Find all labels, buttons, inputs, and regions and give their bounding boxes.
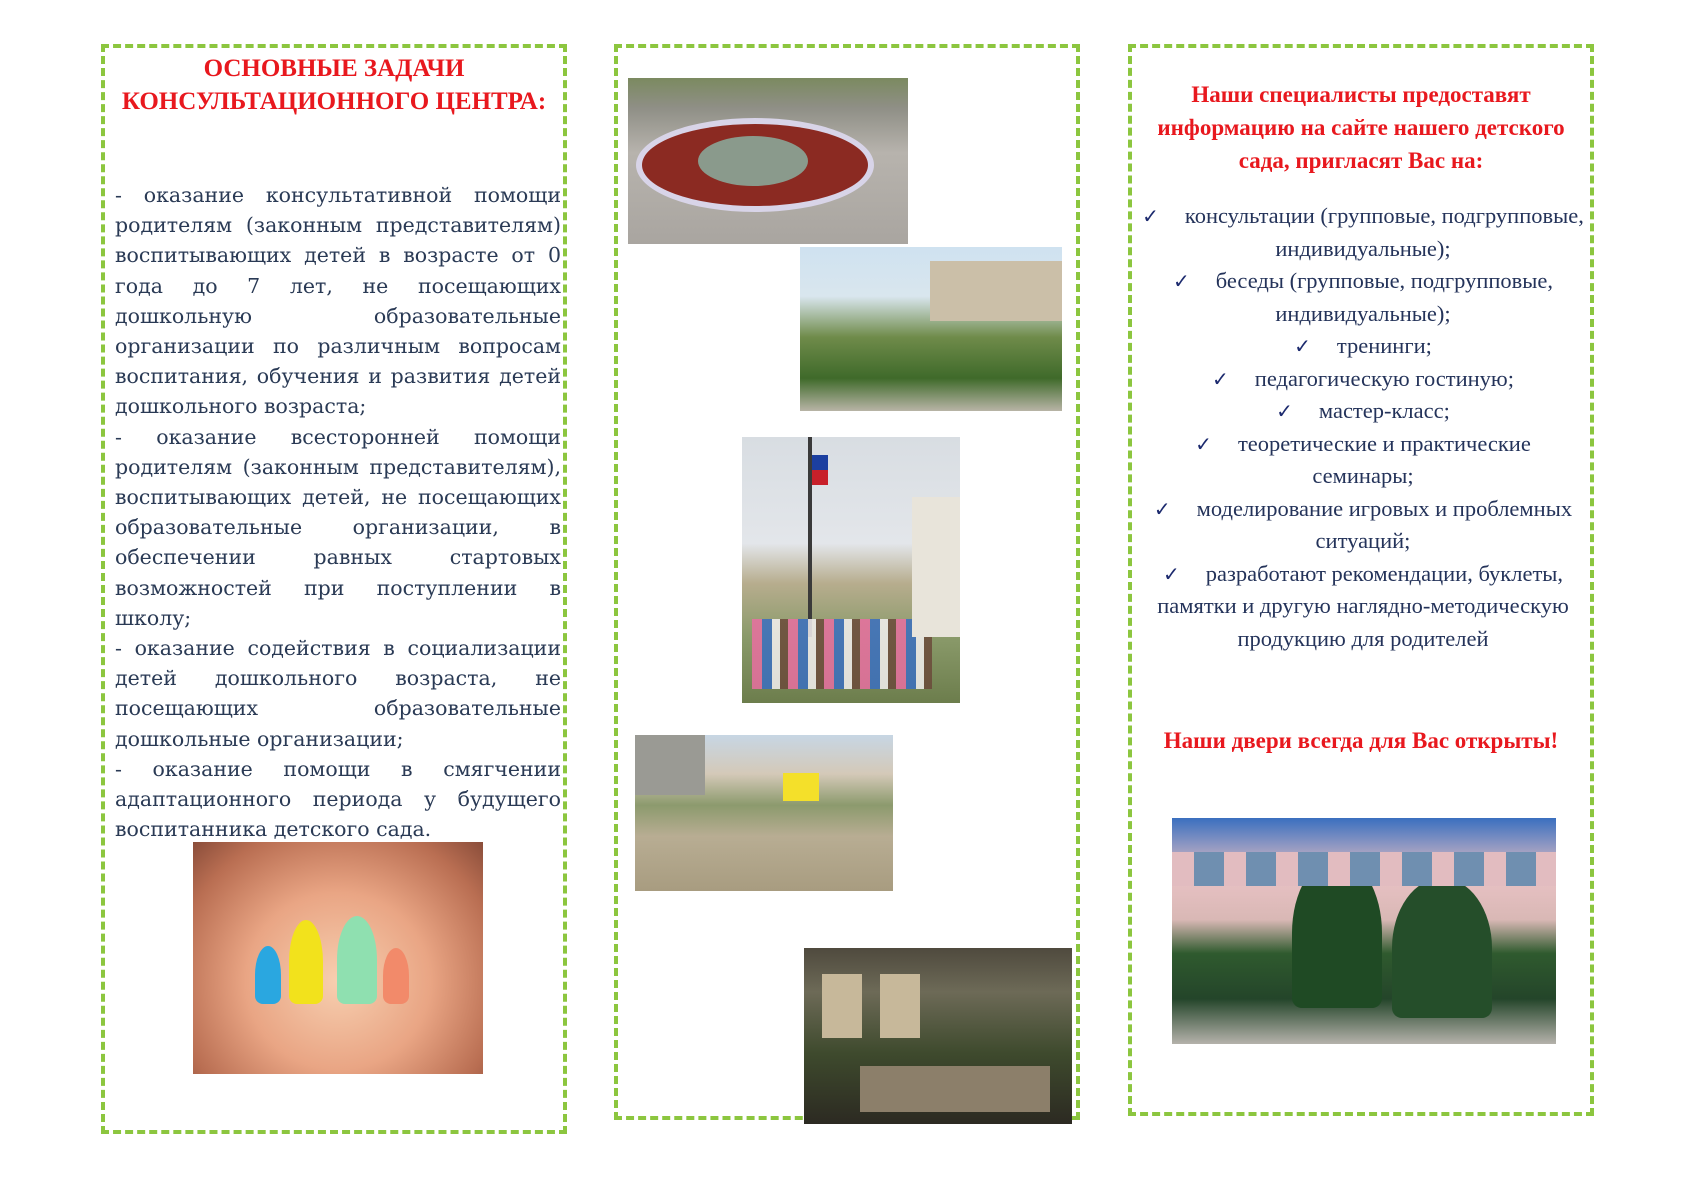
carpet-shape bbox=[860, 1066, 1050, 1112]
service-label: разработают рекомендации, буклеты, памятки и другую наглядно-методическую продукцию для родителей bbox=[1157, 560, 1569, 651]
paper-figure-yellow bbox=[289, 920, 323, 1004]
checkmark-icon: ✓ bbox=[1294, 334, 1311, 358]
paper-figure-blue bbox=[255, 946, 281, 1004]
window-shape bbox=[822, 974, 862, 1038]
music-hall-photo bbox=[804, 948, 1072, 1124]
flowerbed-center bbox=[698, 136, 808, 186]
tasks-list bbox=[115, 180, 561, 844]
building-shape bbox=[635, 735, 705, 795]
service-item bbox=[1142, 265, 1584, 330]
service-item bbox=[1142, 558, 1584, 656]
service-label: консультации (групповые, подгрупповые, индивидуальные); bbox=[1184, 203, 1584, 261]
panel-right bbox=[1128, 44, 1594, 1116]
services-list bbox=[1142, 200, 1584, 655]
service-item bbox=[1142, 200, 1584, 265]
flowerbed-photo bbox=[628, 78, 908, 244]
panel-middle bbox=[614, 44, 1080, 1120]
task-item: - оказание содействия в социализации детей дошкольного возраста, не посещающих образовательные дошкольные организации; bbox=[115, 636, 561, 751]
checkmark-icon: ✓ bbox=[1276, 399, 1293, 423]
service-item bbox=[1142, 363, 1584, 396]
checkmark-icon: ✓ bbox=[1195, 431, 1212, 456]
children-group bbox=[752, 619, 932, 689]
building-shape bbox=[930, 261, 1062, 321]
flag-ceremony-photo bbox=[742, 437, 960, 703]
checkmark-icon: ✓ bbox=[1162, 561, 1180, 586]
building-shape bbox=[912, 497, 960, 637]
service-item bbox=[1142, 395, 1584, 428]
right-heading: Наши специалисты предоставят информацию на сайте нашего детского сада, пригласят Вас на: bbox=[1157, 82, 1565, 173]
paper-figure-orange bbox=[383, 948, 409, 1004]
task-item: - оказание всесторонней помощи родителям (законным представителям), воспитывающих детей, не посещающих образовательные организации, в обеспечении равных стартовых возможностей при поступлении в школу; bbox=[115, 424, 561, 630]
service-item bbox=[1142, 428, 1584, 493]
paper-figure-green bbox=[337, 916, 377, 1004]
service-label: тренинги; bbox=[1336, 333, 1432, 358]
checkmark-icon: ✓ bbox=[1153, 496, 1171, 521]
playground-photo bbox=[635, 735, 893, 891]
task-item: - оказание консультативной помощи родителям (законным представителям) воспитывающих детей в возрасте от 0 года до 7 лет, не посещающих дошкольную образовательные организации по различным вопросам воспитания, обучения и развития детей дошкольного возраста; bbox=[115, 183, 561, 419]
garden-building-photo bbox=[800, 247, 1062, 411]
checkmark-icon: ✓ bbox=[1212, 366, 1229, 391]
checkmark-icon: ✓ bbox=[1172, 269, 1190, 293]
window-row bbox=[1172, 852, 1556, 886]
playhouse-shape bbox=[783, 773, 819, 801]
window-shape bbox=[880, 974, 920, 1038]
checkmark-icon: ✓ bbox=[1142, 204, 1159, 228]
service-item bbox=[1142, 330, 1584, 363]
kindergarten-building-photo bbox=[1172, 818, 1556, 1044]
panel-left bbox=[101, 44, 567, 1134]
service-item bbox=[1142, 493, 1584, 558]
service-label: моделирование игровых и проблемных ситуаций; bbox=[1196, 495, 1573, 553]
tree-shape bbox=[1392, 878, 1492, 1018]
closing-message: Наши двери всегда для Вас открыты! bbox=[1163, 728, 1559, 753]
service-label: педагогическую гостиную; bbox=[1254, 365, 1514, 391]
task-item: - оказание помощи в смягчении адаптационного периода у будущего воспитанника детского сада. bbox=[115, 756, 561, 842]
service-label: мастер-класс; bbox=[1318, 398, 1450, 423]
flag-shape bbox=[812, 455, 828, 485]
service-label: теоретические и практические семинары; bbox=[1237, 430, 1531, 488]
hands-family-photo bbox=[193, 842, 483, 1074]
service-label: беседы (групповые, подгрупповые, индивидуальные); bbox=[1215, 268, 1554, 326]
left-title: ОСНОВНЫЕ ЗАДАЧИ КОНСУЛЬТАЦИОННОГО ЦЕНТРА: bbox=[121, 55, 547, 115]
